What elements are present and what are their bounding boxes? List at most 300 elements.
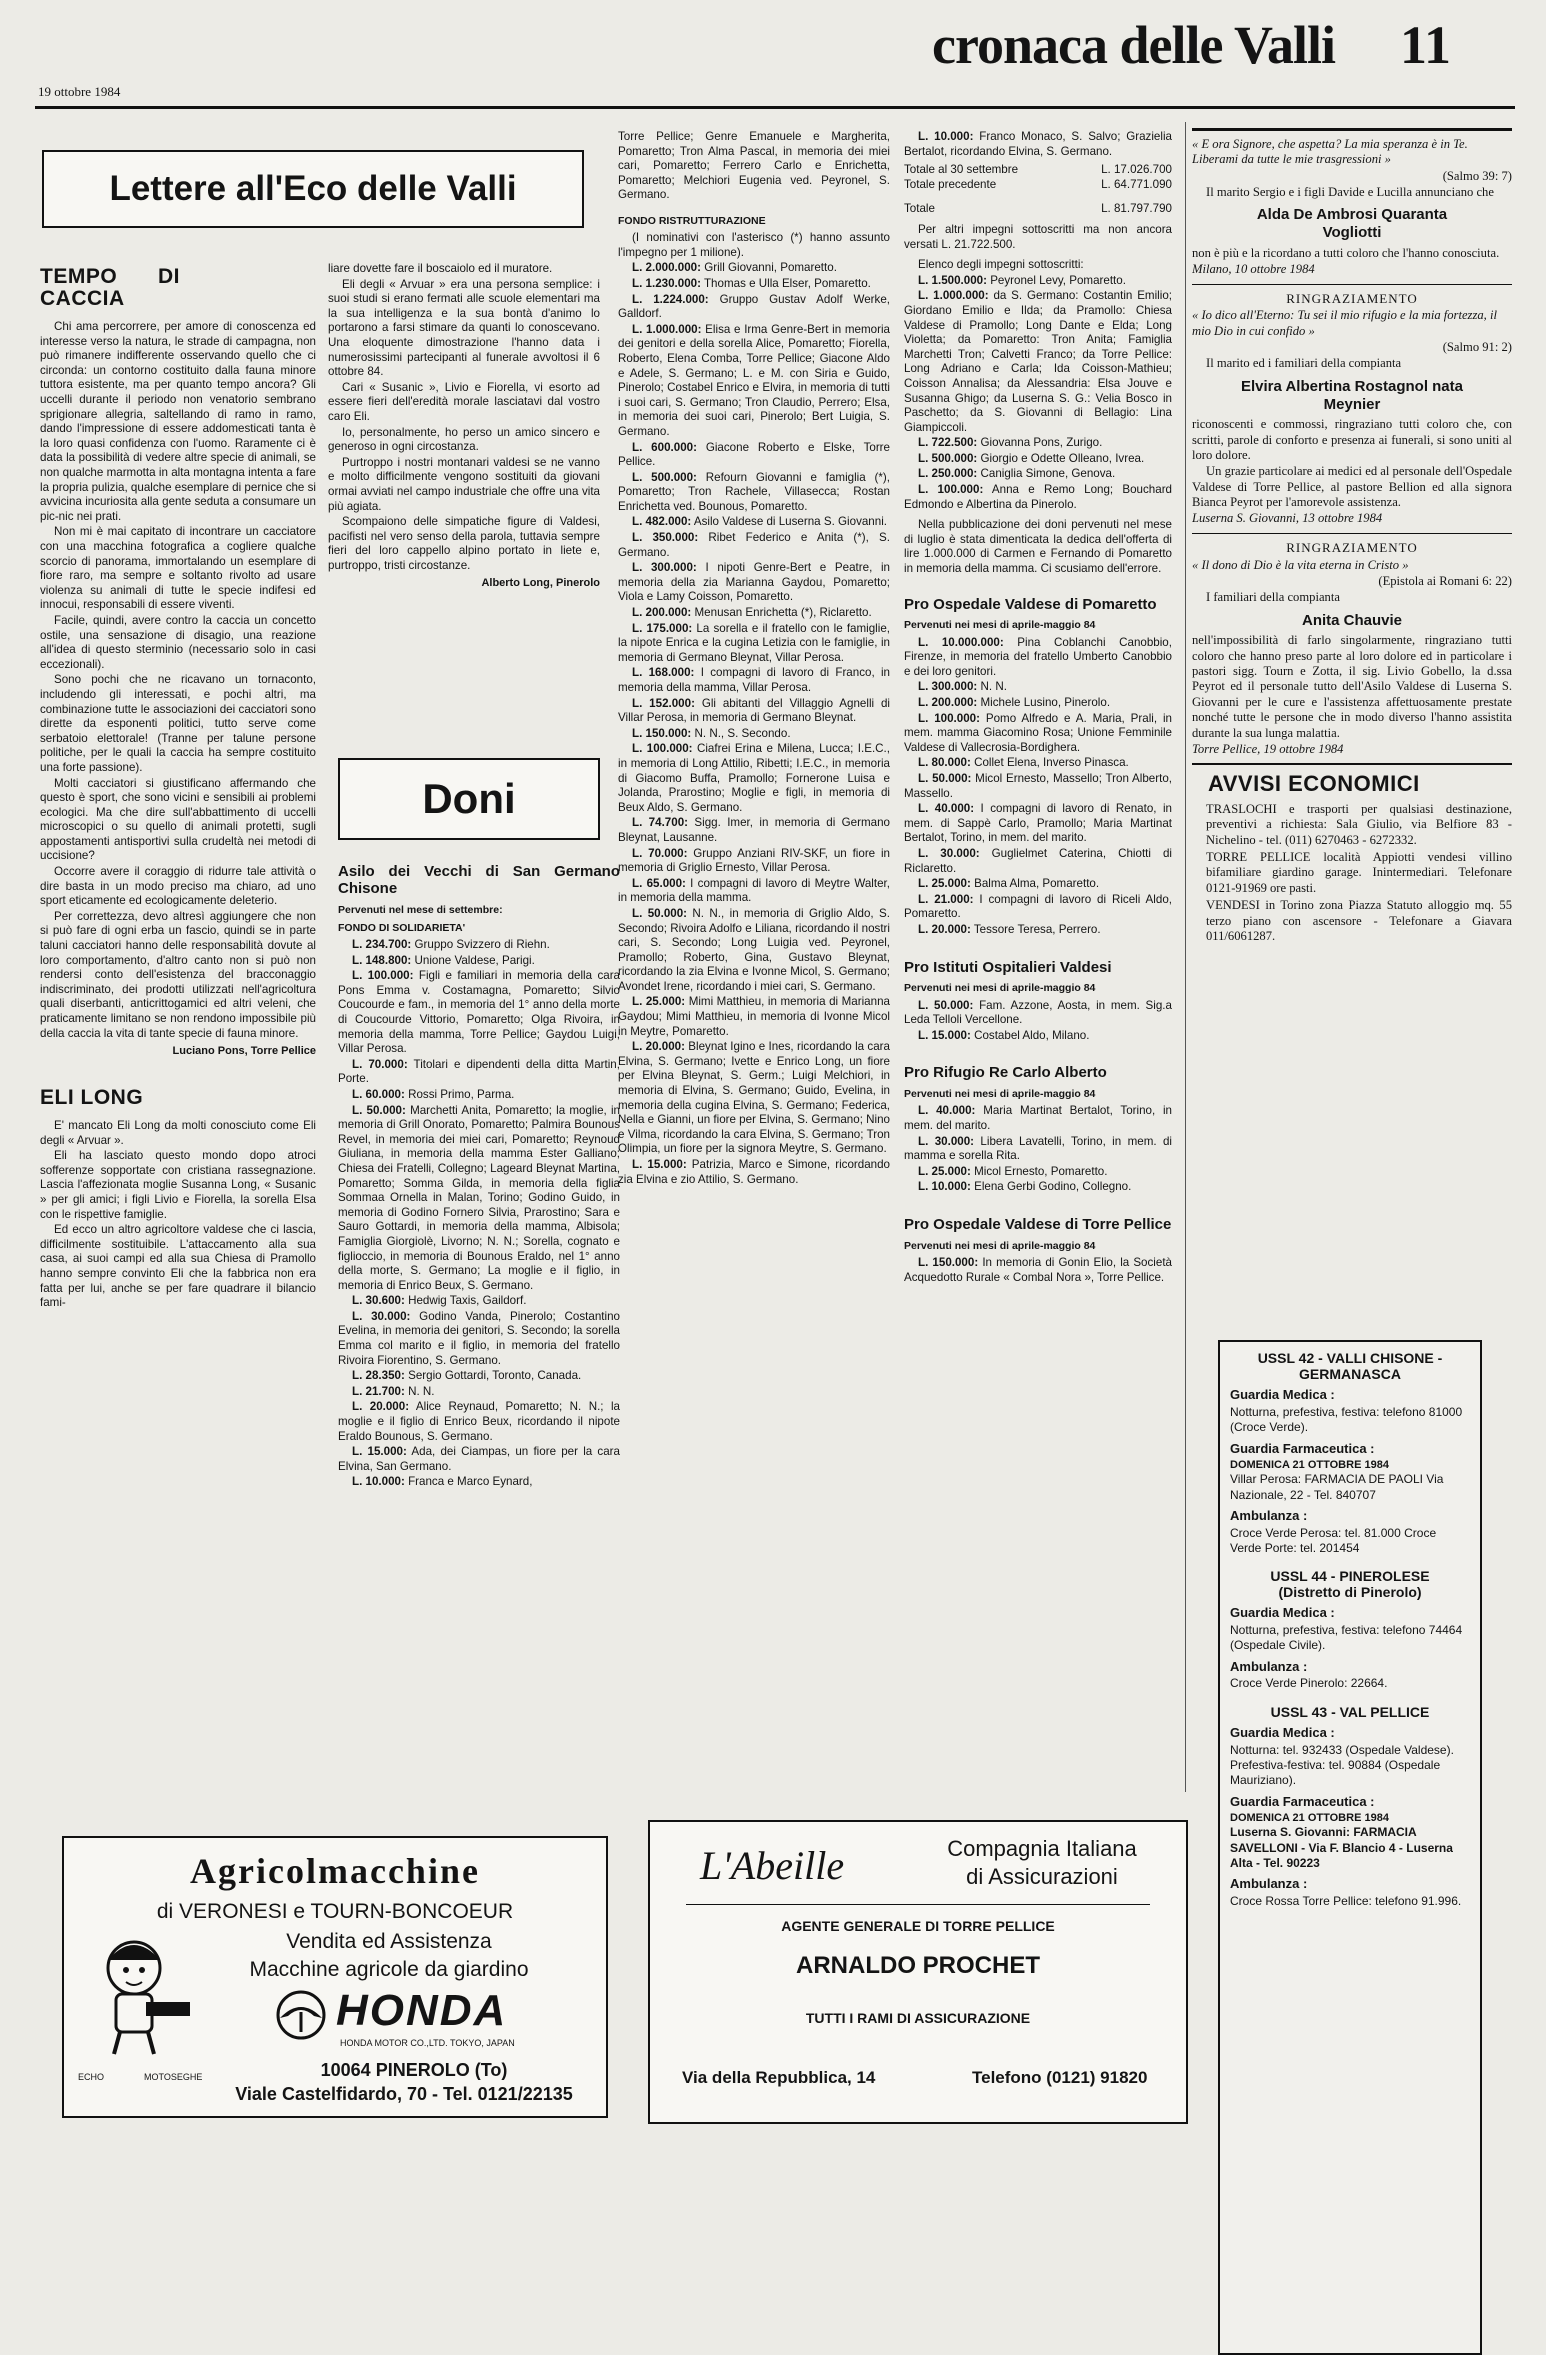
total-value: L. 64.771.090 — [1101, 177, 1172, 191]
label: Ambulanza : — [1230, 1658, 1308, 1674]
donation-donor: Guglielmet Caterina, Chiotti di Riclaretto. — [904, 846, 1172, 875]
donation-amount: L. 482.000: — [632, 515, 692, 529]
total-row — [904, 202, 1172, 217]
donation-amount: L. 50.000: — [632, 906, 688, 920]
donation-donor: I nipoti Genre-Bert e Peatre, in memoria della zia Marianna Gaydou, Pomaretto; Viola e Lamy Coisson, Pomaretto. — [618, 561, 890, 604]
donation-entry — [338, 1445, 620, 1474]
donation-donor: Grill Giovanni, Pomaretto. — [700, 261, 837, 275]
donation-donor: Bleynat Igino e Ines, ricordando la cara Elvina, S. Germano; Ivette e Enrico Long, un fiore per Elvina Bleynat, S. Germ.; Luigi Melchiori, in memoria di Elvina, S. Germano; Guido, Evelina, in memoria della cugina Elvina, S. Germano; Federica, Nella e Gianni, un fiore per Elvina, S. Germano; Nino e Vilma, ricordando la cara Elvina, S. Germano; Tron Olimpia, un fiore per la signora Meytre, S. Germano. — [618, 1040, 890, 1156]
donation-entry — [904, 680, 1172, 695]
paragraph: Facile, quindi, avere contro la caccia un concetto ostile, una sensazione di disagio, una reazione all'idea di questo sterminio (necessario solo in casi eccezionali). — [40, 613, 316, 671]
donation-amount: L. 100.000: — [918, 711, 980, 725]
paragraph: Purtroppo i nostri montanari valdesi se ne vanno e molto difficilmente vengono sostituiti da giovani ormai avviati nel campo industriale che offre una vita più agiata. — [328, 455, 600, 513]
errata-note: Nella pubblicazione dei doni pervenuti nel mese di luglio è stata dimenticata la dedica dell'offerta di lire 1.000.000 di Carmen e Fernando di Pomaretto in memoria della mamma. Ci scusiamo dell'errore. — [904, 518, 1172, 576]
donation-entry — [904, 893, 1172, 922]
label: Guardia Farmaceutica : — [1230, 1440, 1375, 1456]
ringraziamento-heading: RINGRAZIAMENTO — [1286, 539, 1418, 555]
abeille-logo: L'Abeille — [700, 1843, 845, 1888]
article-body-tempo — [40, 320, 316, 1041]
donation-entry — [618, 515, 890, 530]
donation-donor: Peyronel Levy, Pomaretto. — [986, 273, 1126, 287]
donation-donor: Titolari e dipendenti della ditta Martin, Porte. — [338, 1057, 620, 1086]
ad-phone: Telefono (0121) 91820 — [972, 2068, 1148, 2087]
donation-entry — [618, 622, 890, 666]
annuncio-ref: (Epistola ai Romani 6: 22) — [1378, 573, 1512, 588]
donation-amount: L. 168.000: — [632, 666, 695, 680]
motoseghe-label: MOTOSEGHE — [144, 2072, 203, 2082]
donation-entry — [904, 877, 1172, 892]
ussl-text: Croce Rossa Torre Pellice: telefono 91.996. — [1230, 1894, 1462, 1909]
donation-donor: Rossi Primo, Parma. — [404, 1087, 515, 1101]
label: Guardia Medica : — [1230, 1724, 1335, 1740]
ussl-text: Notturna, prefestiva, festiva: telefono 74464 (Ospedale Civile). — [1230, 1623, 1463, 1653]
donation-entry — [904, 802, 1172, 846]
donation-donor: N. N., in memoria di Griglio Aldo, S. Secondo; Rivoira Adolfo e Liliana, ricordando il nostri cari, S. Secondo; Long Luigia ved. Peyronel, Pramollo; Roberto, Gina, Gustavo Bleynat, ricordando la zia Elvina e Ivonne Micol, S. Germano; Avondet Irene, ricordando i miei cari, S. Germano. — [618, 906, 890, 993]
date: DOMENICA 21 OTTOBRE 1984 — [1230, 1459, 1389, 1472]
donation-donor: Franca e Marco Eynard, — [404, 1475, 533, 1489]
donation-amount: L. 10.000: — [352, 1475, 405, 1489]
donation-amount: L. 175.000: — [632, 621, 693, 635]
donation-donor: Unione Valdese, Parigi. — [411, 953, 535, 967]
donation-amount: L. 20.000: — [918, 922, 971, 936]
donation-amount: L. 600.000: — [632, 440, 697, 454]
ussl-text: Croce Verde Pinerolo: 22664. — [1230, 1676, 1388, 1691]
donation-donor: Gruppo Gustav Adolf Werke, Galldorf. — [618, 292, 890, 321]
istituti-heading: Pro Istituti Ospitalieri Valdesi — [904, 958, 1112, 976]
ussl-text: Luserna S. Giovanni: FARMACIA SAVELLONI - Via F. Blancio 4 - Luserna Alta - Tel. 90223 — [1230, 1825, 1453, 1871]
donation-entry — [338, 954, 620, 969]
donation-entry — [618, 847, 890, 876]
date: DOMENICA 21 OTTOBRE 1984 — [1230, 1812, 1389, 1825]
donation-amount: L. 25.000: — [632, 995, 686, 1009]
annunci-column — [1192, 128, 1512, 1313]
total-value: L. 81.797.790 — [1101, 202, 1172, 216]
donation-donor: N. N., S. Secondo. — [691, 726, 791, 740]
fondo-solidarieta-heading: FONDO DI SOLIDARIETA' — [338, 921, 466, 934]
donation-donor: Micol Ernesto, Massello; Tron Alberto, Massello. — [904, 771, 1172, 800]
donation-amount: L. 21.700: — [352, 1384, 405, 1398]
donation-amount: L. 10.000: — [918, 1180, 971, 1194]
fondo-ristrutturazione-heading: FONDO RISTRUTTURAZIONE — [618, 214, 766, 227]
paragraph: E' mancato Eli Long da molti conosciuto come Eli degli « Arvuar ». — [40, 1119, 316, 1147]
ad-agricolmacchine — [62, 1836, 608, 2118]
donation-entry — [904, 696, 1172, 711]
annuncio-ref: (Salmo 39: 7) — [1442, 168, 1512, 183]
donation-entry — [338, 1088, 620, 1103]
honda-logo-text: HONDA — [336, 1986, 508, 2035]
donation-entry — [618, 471, 890, 515]
honda-wing-icon — [270, 1990, 332, 2040]
annuncio-divider — [1192, 763, 1512, 765]
donation-donor: Anna e Remo Long; Bouchard Edmondo e Albertina da Pinerolo. — [904, 483, 1172, 511]
donation-donor: Ribet Federico e Anita (*), S. Germano. — [618, 531, 890, 559]
label: Guardia Farmaceutica : — [1230, 1793, 1375, 1809]
ad-brand: Agricolmacchine — [190, 1851, 480, 1891]
ussl-text: Villar Perosa: FARMACIA DE PAOLI Via Nazionale, 22 - Tel. 840707 — [1230, 1472, 1444, 1502]
ussl-box — [1218, 1340, 1482, 2355]
ad-agente: AGENTE GENERALE DI TORRE PELLICE — [781, 1918, 1055, 1934]
paragraph: Molti cacciatori si giustificano affermando che questo è sport, che sono vicini e sensibili ai problemi ecologici. Ma che dire sull'abbattimento di uccelli microscopici o su quello di animali protetti, sugli appostamenti antisportivi sulla crudeltà nei metodi di uccisione? — [40, 776, 316, 863]
donation-entry — [904, 483, 1172, 512]
donation-entry — [904, 289, 1172, 435]
ad-name: ARNALDO PROCHET — [796, 1952, 1040, 1979]
donation-amount: L. 15.000: — [352, 1445, 407, 1459]
donation-entry — [338, 969, 620, 1057]
ussl-text: Notturna: tel. 932433 (Ospedale Valdese). Prefestiva-festiva: tel. 90884 (Ospedale Mauriziano). — [1230, 1742, 1454, 1788]
donation-donor: Refourn Giovanni e famiglia (*), Pomaretto; Tron Rachele, Villasecca; Rostan Enrichetta ved. Bounous, Pomaretto. — [618, 470, 890, 513]
total-value: L. 17.026.700 — [1101, 163, 1172, 177]
donation-amount: L. 300.000: — [632, 561, 697, 575]
donation-donor: Balma Alma, Pomaretto. — [970, 877, 1100, 891]
paragraph: Io, personalmente, ho perso un amico sincero e generoso in ogni circostanza. — [328, 425, 600, 454]
donation-donor: Costabel Aldo, Milano. — [970, 1028, 1090, 1042]
donation-amount: L. 70.000: — [632, 846, 688, 860]
asilo-note: Pervenuti nel mese di settembre: — [338, 903, 503, 916]
article-signature: Luciano Pons, Torre Pellice — [172, 1045, 316, 1058]
donation-entry — [618, 995, 890, 1039]
donation-entry — [904, 999, 1172, 1028]
impegni-heading: Elenco degli impegni sottoscritti: — [918, 258, 1084, 272]
total-label: Totale precedente — [904, 177, 997, 191]
donation-entry — [338, 1104, 620, 1294]
total-label: Totale al 30 settembre — [904, 163, 1019, 177]
annuncio-text: nell'impossibilità di farlo singolarmente, ringraziano tutti coloro che hanno preso parte al loro dolore ed in particolare i pastori sigg. Tourn e Zotta, il sig. Livio Gobello, la d.ssa Peyrot ed il personale tutto dell'Asilo Valdese di Luserna S. Giovanni per le cure e l'assistenza affettuosamente prestate nonché tutte le persone che in modo diverso l'hanno assistita durante la sua lunga malattia. — [1192, 633, 1512, 740]
letter-column-1 — [40, 262, 316, 1782]
donation-donor: Fam. Azzone, Aosta, in mem. Sig.a Leda Telloli Vercellone. — [904, 998, 1172, 1027]
ringraziamento-heading: RINGRAZIAMENTO — [1286, 290, 1418, 306]
avvisi-heading: AVVISI ECONOMICI — [1208, 771, 1420, 797]
donation-entry — [618, 261, 890, 276]
annuncio-name: Elvira Albertina Rostagnol nata Meynier — [1241, 377, 1463, 413]
donation-entry — [338, 1058, 620, 1087]
donation-amount: L. 50.000: — [918, 998, 974, 1012]
ad-divider — [686, 1904, 1150, 1905]
donation-entry — [904, 274, 1172, 289]
page-date: 19 ottobre 1984 — [38, 84, 121, 99]
letter-column-2 — [328, 262, 600, 730]
ristrutturazione-note: (I nominativi con l'asterisco (*) hanno assunto l'impegno per 1 milione). — [618, 231, 890, 259]
donation-entry — [904, 1029, 1172, 1044]
istituti-note: Pervenuti nei mesi di aprile-maggio 84 — [904, 982, 1096, 995]
donation-entry — [904, 130, 1172, 159]
donation-donor: Pina Coblanchi Canobbio, Firenze, in memoria del fratello Umberto Canobbio e dei loro genitori. — [904, 635, 1172, 678]
ad-line: Macchine agricole da giardino — [249, 1958, 529, 1981]
annuncio-text: Un grazie particolare ai medici ed al personale dell'Ospedale Valdese di Torre Pellice, al pastore Bellion ed alla signora Bianca Peyrot per l'amorevole assistenza. — [1192, 464, 1512, 509]
donation-entry — [618, 697, 890, 726]
donation-entry — [904, 1135, 1172, 1164]
ussl-44-title: USSL 44 - PINEROLESE (Distretto di Pinerolo) — [1270, 1568, 1430, 1601]
rifugio-heading: Pro Rifugio Re Carlo Alberto — [904, 1064, 1107, 1082]
annuncio-name: Alda De Ambrosi Quaranta Vogliotti — [1256, 206, 1448, 242]
donation-list-solidarieta — [338, 938, 620, 1490]
donation-donor: Elena Gerbi Godino, Collegno. — [970, 1180, 1132, 1194]
donation-entry — [904, 923, 1172, 938]
donation-amount: L. 28.350: — [352, 1369, 405, 1383]
rifugio-note: Pervenuti nei mesi di aprile-maggio 84 — [904, 1088, 1096, 1101]
donation-amount: L. 80.000: — [918, 756, 971, 770]
ad-city: 10064 PINEROLO (To) — [320, 2060, 508, 2080]
donation-amount: L. 234.700: — [352, 938, 412, 952]
pomaretto-heading: Pro Ospedale Valdese di Pomaretto — [904, 595, 1157, 613]
ad-address: Viale Castelfidardo, 70 - Tel. 0121/22135 — [235, 2084, 573, 2104]
donation-amount: L. 30.000: — [918, 846, 980, 860]
donation-amount: L. 1.000.000: — [918, 289, 989, 303]
donation-amount: L. 150.000: — [918, 1255, 979, 1269]
donation-amount: L. 2.000.000: — [632, 261, 701, 275]
donation-list-ristrutturazione — [618, 261, 890, 1187]
asilo-heading: Asilo dei Vecchi di San Germano Chisone — [338, 864, 620, 897]
donation-donor: Alice Reynaud, Pomaretto; N. N.; la moglie e il figlio di Enrico Beux, ricordando il nipote Eraldo Bounous, S. Germano. — [338, 1400, 620, 1443]
donation-amount: L. 250.000: — [918, 467, 978, 481]
annuncio-quote: « E ora Signore, che aspetta? La mia speranza è in Te. Liberami da tutte le mie trasgressioni » — [1192, 137, 1468, 167]
donation-amount: L. 74.700: — [632, 816, 689, 830]
label: Guardia Medica : — [1230, 1605, 1335, 1621]
donation-entry — [618, 742, 890, 815]
annuncio-place: Luserna S. Giovanni, 13 ottobre 1984 — [1192, 511, 1383, 526]
article-body-eli-cont — [328, 262, 600, 573]
pomaretto-list — [904, 636, 1172, 938]
donation-amount: L. 10.000: — [918, 130, 974, 143]
donation-entry — [618, 277, 890, 292]
donation-amount: L. 20.000: — [352, 1400, 410, 1414]
donation-entry — [618, 531, 890, 560]
donation-entry — [618, 441, 890, 470]
doni-column-4 — [904, 130, 1172, 1795]
totals-block — [904, 163, 1172, 217]
avvisi-list — [1192, 802, 1512, 944]
donation-donor: Caniglia Simone, Genova. — [977, 467, 1116, 481]
annuncio-quote: « Io dico all'Eterno: Tu sei il mio rifugio e la mia fortezza, il mio Dio in cui confido » — [1192, 308, 1497, 338]
impegni-list — [904, 274, 1172, 513]
mascot-illustration — [76, 1930, 196, 2060]
donation-entry — [618, 877, 890, 906]
donation-amount: L. 150.000: — [632, 726, 692, 740]
annunci-top-rule — [1192, 128, 1512, 131]
annuncio-ref: (Salmo 91: 2) — [1442, 340, 1512, 355]
annuncio-intro: Il marito Sergio e i figli Davide e Lucilla annunciano che — [1206, 185, 1494, 200]
donation-entry — [338, 938, 620, 953]
donation-amount: L. 15.000: — [918, 1028, 971, 1042]
donation-entry — [338, 1369, 620, 1384]
donation-donor: In memoria di Gonin Elio, la Società Acquedotto Rurale « Combal Nora », Torre Pellice. — [904, 1255, 1172, 1284]
donation-entry — [618, 293, 890, 322]
donation-entry — [618, 323, 890, 440]
annuncio-text: non è più e la ricordano a tutti coloro che l'hanno conosciuta. — [1192, 245, 1500, 260]
donation-donor: I compagni di lavoro di Renato, in mem. di Sappè Carlo, Pramollo; Maria Martinat Bertalot, Torino, in mem. del marito. — [904, 802, 1172, 845]
doni-title-text: Doni — [422, 775, 516, 822]
donation-donor: Maria Martinat Bertalot, Torino, in mem. del marito. — [904, 1104, 1172, 1132]
donation-amount: L. 10.000.000: — [918, 635, 1004, 649]
donation-donor: I compagni di lavoro di Franco, in memoria della mamma, Villar Perosa. — [618, 666, 890, 694]
paragraph: Cari « Susanic », Livio e Fiorella, vi esorto ad essere fieri dell'eredità morale lasciatavi dal vostro caro Eli. — [328, 380, 600, 423]
doni-section-title — [338, 758, 600, 840]
list-continuation: Torre Pellice; Genre Emanuele e Margherita, Pomaretto; Tron Alma Pascal, in memoria dei miei cari, Pomaretto; Ferrero Carlo e Enrichetta, Pomaretto; Melchiori Eugenia ved. Peyronel, S. Germano. — [618, 130, 890, 202]
donation-amount: L. 50.000: — [352, 1103, 406, 1117]
donation-entry — [904, 847, 1172, 876]
total-row — [904, 178, 1172, 193]
ussl-text: Croce Verde Perosa: tel. 81.000 Croce Verde Porte: tel. 201454 — [1230, 1525, 1437, 1555]
donation-donor: N. N. — [977, 680, 1007, 694]
donation-amount: L. 40.000: — [918, 1104, 976, 1118]
donation-entry — [904, 772, 1172, 801]
donation-donor: Menusan Enrichetta (*), Riclaretto. — [691, 606, 872, 620]
ussl-43-title: USSL 43 - VAL PELLICE — [1270, 1703, 1430, 1720]
donation-amount: L. 148.800: — [352, 953, 412, 967]
label: Guardia Medica : — [1230, 1387, 1335, 1403]
label: Ambulanza : — [1230, 1507, 1308, 1523]
avviso-item: VENDESI in Torino zona Piazza Statuto alloggio mq. 55 terzo piano con ascensore - Telefonare a Giavara 011/6061287. — [1206, 898, 1512, 943]
donation-entry — [338, 1310, 620, 1368]
donation-amount: L. 100.000: — [918, 483, 984, 497]
article-signature: Alberto Long, Pinerolo — [481, 577, 600, 590]
donation-donor: Ciafrei Erina e Milena, Lucca; I.E.C., in memoria di Long Attilio, Ribetti; I.E.C., in memoria di Giacomo Buffa, Pramollo; Fornerone Luisa e Jolanda, Prarostino; Moglie e figli, in memoria di Beux Aldo, S. Germano. — [618, 742, 890, 814]
paragraph: Eli ha lasciato questo mondo dopo atroci sofferenze sopportate con cristiana rassegnazione. Lascia l'affezionata moglie Susanna Long, « Susanic » per gli amici; i figli Livio e Fiorella, la sorella Elsa con le rispettive famiglie. — [40, 1149, 316, 1221]
donation-donor: N. N. — [404, 1384, 435, 1398]
paragraph: Occorre avere il coraggio di ridurre tale attività o dire basta in un modo preciso ma chiaro, ad uno sport eticamente ed ecologicamente deleterio. — [40, 865, 316, 908]
donation-amount: L. 1.224.000: — [632, 292, 709, 306]
donation-amount: L. 200.000: — [918, 696, 978, 710]
donation-amount: L. 70.000: — [352, 1057, 408, 1071]
masthead-title: cronaca delle Valli — [932, 15, 1336, 75]
donation-amount: L. 21.000: — [918, 892, 974, 906]
donation-donor: Tessore Teresa, Perrero. — [970, 922, 1101, 936]
donation-amount: L. 152.000: — [632, 696, 695, 710]
paragraph: liare dovette fare il boscaiolo ed il muratore. — [328, 262, 553, 275]
paragraph: Chi ama percorrere, per amore di conoscenza ed interesse verso la natura, le strade di campagna, non può rimanere indifferente osservando quello che ci circonda: un contorno costituito dalla fauna minore tuttora esistente, ma per quanto tempo ancora? Gli uccelli durante il periodo non venatorio sembrano sprigionare allegria, saltellando di ramo in ramo, dando l'impressione di essere addomesticati tanta è la loro quasi confidenza con l'uomo. Raramente ci è data la possibilità di vedere altre specie di animali, se non qualche marmotta in alta montagna intenta a fare la propria pulizia, qualche esemplare di pernice che si avvicina incuriosita alla gente seduta a consumare un pic-nic nei prati. — [40, 320, 316, 523]
lettere-section-title — [42, 150, 584, 228]
donation-donor: Giorgio e Odette Olleano, Ivrea. — [977, 451, 1145, 465]
donation-entry — [618, 907, 890, 995]
lettere-title-text: Lettere all'Eco delle Valli — [109, 169, 517, 208]
donation-entry — [338, 1475, 620, 1490]
annuncio-quote: « Il dono di Dio è la vita eterna in Cristo » — [1192, 557, 1409, 572]
donation-entry — [338, 1294, 620, 1309]
total-label: Totale — [904, 202, 935, 216]
annuncio-intro: Il marito ed i familiari della compianta — [1206, 356, 1402, 371]
donation-entry — [618, 1040, 890, 1157]
donation-entry — [618, 727, 890, 742]
donation-donor: Gruppo Svizzero di Riehn. — [411, 938, 550, 952]
donation-amount: L. 30.600: — [352, 1294, 405, 1308]
annuncio-name: Anita Chauvie — [1301, 611, 1403, 629]
avviso-item: TORRE PELLICE località Appiotti vendesi villino bifamiliare giardino garage. Inintermediari. Telefonare 0121-91969 ore pasti. — [1206, 850, 1512, 895]
annuncio-divider — [1192, 284, 1512, 285]
donation-entry — [618, 816, 890, 845]
donation-amount: L. 50.000: — [918, 771, 972, 785]
honda-subtitle: HONDA MOTOR CO.,LTD. TOKYO, JAPAN — [340, 2038, 515, 2048]
donation-amount: L. 30.000: — [352, 1309, 411, 1323]
paragraph: Non mi è mai capitato di incontrare un cacciatore con una macchina fotografica a cogliere qualche scorcio di panorama, immortalando un esemplare di fiore raro, ma sempre e soltanto rivolto ad usare violenza su animali di tutte le specie indifesi ed innocui, responsabili di essere viventi. — [40, 525, 316, 612]
donation-entry — [904, 452, 1172, 467]
donation-donor: Figli e familiari in memoria della cara Pons Emma v. Costamagna, Pomaretto; Silvio Coucourde e fam., in memoria del 1° anno della morte di Coucourde Vittorio, Pomaretto; Olga Rivoira, in memoria della mamma, Torre Pellice; Gaydou Luigi, Villar Perosa. — [338, 969, 620, 1056]
donation-amount: L. 100.000: — [632, 742, 693, 756]
donation-amount: L. 40.000: — [918, 802, 975, 816]
donation-amount: L. 500.000: — [918, 451, 978, 465]
donation-donor: Marchetti Anita, Pomaretto; la moglie, in memoria di Grill Onorato, Pomaretto; Palmira Bounous Revel, in memoria dei miei cari, Pomaretto; Reynoud Giuliana, in memoria della mamma Ester Galliano; Chiesa dei Fratelli, Collegno; Lageard Bleynat Martina, Pomaretto; Somma Gilda, in memoria della figlia Sommaa Ornella in Malan, Torino; Godino Guido, in memoria di Godino Fornero Silvia, Prarostino; Sara e Sauro Gottardi, in memoria della mamma, Albisola; Famiglia Giorgiolè, Livorno; N. N.; Sorella, cognato e figlioccio, in memoria di Bounous Eraldo, nel 1° anno della morte, S. Germano; La moglie e il figlio, in memoria di Enrico Beux, S. Germano. — [338, 1103, 620, 1292]
echo-label: ECHO — [78, 2072, 105, 2082]
total-row — [904, 163, 1172, 178]
donation-amount: L. 100.000: — [352, 969, 414, 983]
donation-donor: I compagni di lavoro di Riceli Aldo, Pomaretto. — [904, 892, 1172, 921]
donation-donor: I compagni di lavoro di Meytre Walter, in memoria della mamma. — [618, 876, 890, 905]
donation-donor: Ada, dei Ciampas, un fiore per la cara Elvina, San Germano. — [338, 1445, 620, 1473]
donation-donor: Elisa e Irma Genre-Bert in memoria dei genitori e della sorella Alice, Pomaretto; Fiorella, Roberto, Elena Comba, Torre Pellice; Giacone Aldo e Adele, S. Germano; L. e M. con Siria e Guido, Pinerolo; Costabel Enrico e Elvira, in memoria di tutti i suoi cari, S. Germano; Tron Claudio, Perrero; Elsa, in memoria dei suoi cari, Pinerolo; Bert Luigia, S. Germano. — [618, 322, 890, 438]
article-heading-eli: ELI LONG — [40, 1086, 144, 1110]
donation-amount: L. 200.000: — [632, 606, 692, 620]
donation-entry — [338, 1400, 620, 1444]
donation-donor: Asilo Valdese di Luserna S. Giovanni. — [691, 515, 888, 529]
page-number: 11 — [1400, 15, 1452, 75]
paragraph: Eli degli « Arvuar » era una persona semplice: i suoi studi si erano fermati alle scuole elementari ma la sua intelligenza e la sua bontà d'animo lo portarono a farsi stimare da quanti lo conoscevano. Una eloquente dimostrazione l'hanno data i numerosissimi partecipanti al funerale avvoltosi il 6 ottobre 84. — [328, 277, 600, 379]
donation-list-cont — [904, 130, 1172, 159]
donation-entry — [618, 606, 890, 621]
donation-amount: L. 500.000: — [632, 470, 697, 484]
donation-entry — [904, 1180, 1172, 1195]
donation-donor: Thomas e Ulla Elser, Pomaretto. — [700, 276, 871, 290]
ussl-42-title: USSL 42 - VALLI CHISONE - GERMANASCA — [1257, 1350, 1443, 1383]
donation-entry — [618, 561, 890, 605]
ussl-text: Notturna, prefestiva, festiva: telefono 81000 (Croce Verde). — [1230, 1404, 1463, 1435]
donation-entry — [618, 666, 890, 695]
torre-list — [904, 1256, 1172, 1285]
donation-amount: L. 20.000: — [632, 1040, 685, 1054]
ad-company: Compagnia Italiana — [947, 1836, 1137, 1861]
paragraph: Scompaiono delle simpatiche figure di Valdesi, pacifisti nel vero senso della parola, tuttavia sempre fieri del loro cappello alpino portato in liete e, purtroppo, tristi circostanze. — [328, 515, 600, 572]
donation-amount: L. 65.000: — [632, 876, 686, 890]
donation-entry — [904, 467, 1172, 482]
donation-donor: Giovanna Pons, Zurigo. — [977, 436, 1103, 450]
donation-donor: Hedwig Taxis, Gaildorf. — [404, 1294, 527, 1308]
donation-donor: Libera Lavatelli, Torino, in mem. di mamma e sorella Rita. — [904, 1134, 1172, 1163]
rifugio-list — [904, 1104, 1172, 1195]
donation-entry — [904, 712, 1172, 756]
donation-amount: L. 25.000: — [918, 1164, 971, 1178]
ad-rami: TUTTI I RAMI DI ASSICURAZIONE — [805, 2010, 1031, 2026]
paragraph: Per correttezza, devo altresì aggiungere che non si può fare di ogni erba un fascio, quindi se in parte taluni cacciatori hanno delle responsabilità dovute al loro comportamento, d'altro canto non si può non rendersi conto dell'esistenza del bracconaggio indiscriminato, dei prodotti utilizzati nell'agricoltura quali diserbanti, anticrittogamici ed altri veleni, che praticamente limitano se non rendono impossibile più della caccia la vita di tante specie di fauna minore. — [40, 909, 316, 1040]
annuncio-intro: I familiari della compianta — [1206, 590, 1340, 605]
donation-entry — [904, 1104, 1172, 1133]
donation-amount: L. 1.500.000: — [918, 273, 987, 287]
donation-amount: L. 60.000: — [352, 1087, 405, 1101]
donation-donor: Michele Lusino, Pinerolo. — [977, 696, 1111, 710]
donation-donor: Sergio Gottardi, Toronto, Canada. — [404, 1369, 582, 1383]
donation-amount: L. 350.000: — [632, 531, 699, 545]
donation-entry — [904, 756, 1172, 771]
donation-amount: L. 722.500: — [918, 436, 978, 450]
donation-amount: L. 1.230.000: — [632, 276, 701, 290]
ad-line: di VERONESI e TOURN-BONCOEUR — [156, 1900, 514, 1923]
article-heading-tempo: TEMPO DI CACCIA — [40, 265, 180, 311]
donation-entry — [904, 436, 1172, 451]
donation-entry — [904, 636, 1172, 680]
donation-donor: Mimi Matthieu, in memoria di Marianna Gaydou; Mimi Matthieu, in memoria di Ivonne Micol in Meytre, Pomaretto. — [618, 995, 890, 1038]
donation-donor: Franco Monaco, S. Salvo; Grazielia Bertalot, ricordando Elvina, S. Germano. — [904, 130, 1172, 158]
donation-donor: Micol Ernesto, Pomaretto. — [970, 1164, 1108, 1178]
torre-heading: Pro Ospedale Valdese di Torre Pellice — [904, 1215, 1172, 1233]
header-rule — [35, 106, 1515, 109]
donation-amount: L. 30.000: — [918, 1134, 975, 1148]
donation-entry — [904, 1165, 1172, 1180]
donation-amount: L. 300.000: — [918, 680, 978, 694]
donation-donor: da S. Germano: Costantin Emilio; Giordano Emilio e Ilda; da Pramollo: Chiesa Valdese di Pramollo; Long Dante e Elda; Long Violetta; da Pomaretto: Tron Anita; Famiglia Marchetti Tron; Calvetti Franco; da Torre Pellice: Long Adriano e Carla; Ida Coisson-Mathieu; Coisson Annalisa; da Alessandria: Elsa Jouve e Susanna Ghigo; da Luserna S. G.: Velia Bosco in Paschetto; da S. Giovanni di Bellagio: Lina Giampiccoli. — [904, 289, 1172, 434]
annuncio-divider — [1192, 533, 1512, 534]
donation-amount: L. 15.000: — [632, 1158, 687, 1171]
ad-address: Via della Repubblica, 14 — [682, 2068, 876, 2087]
donation-donor: Giacone Roberto e Elske, Torre Pellice. — [618, 440, 890, 469]
donation-donor: Godino Vanda, Pinerolo; Costantino Evelina, in memoria dei genitori, S. Secondo; la sorella Emma col marito e il figlio, in memoria del fratello Rivoira Fiorentino, S. Germano. — [338, 1309, 620, 1367]
ad-line: Vendita ed Assistenza — [286, 1930, 492, 1953]
column-divider — [1185, 122, 1186, 1792]
